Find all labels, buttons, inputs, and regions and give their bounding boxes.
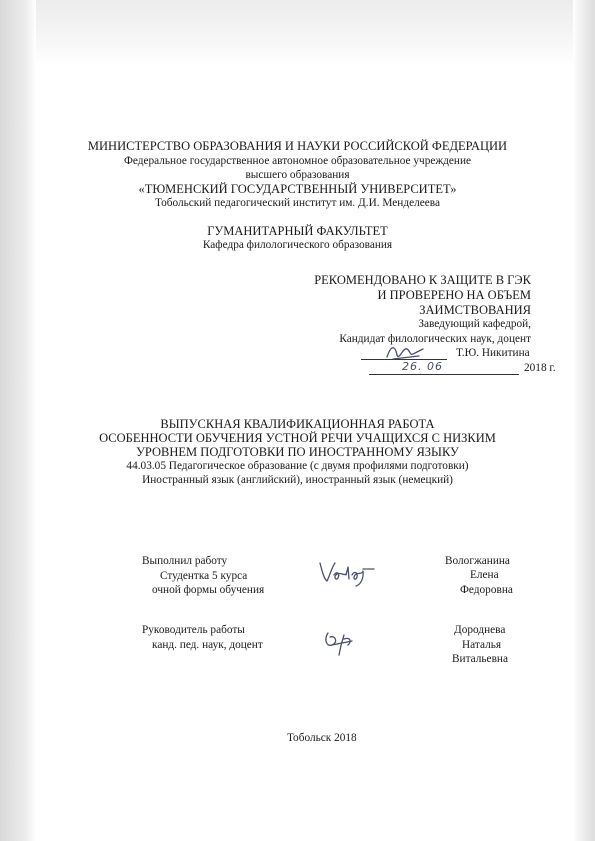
author-label-1: Выполнил работу [142, 555, 228, 567]
approver-position: Заведующий кафедрой, [418, 318, 531, 330]
supervisor-first-name: Наталья [462, 639, 502, 651]
supervisor-patronymic: Витальевна [452, 653, 508, 665]
approval-line-2: И ПРОВЕРЕНО НА ОБЪЕМ [377, 288, 531, 302]
scan-edge-top [36, 0, 595, 66]
supervisor-label-2: канд. пед. наук, доцент [152, 639, 263, 651]
approval-handwritten-date: 26. 06 [402, 360, 443, 373]
supervisor-label-1: Руководитель работы [142, 624, 245, 636]
approver-name: Т.Ю. Никитина [456, 347, 530, 359]
specialty-code: 44.03.05 Педагогическое образование (с двумя профилями подготовки) [126, 460, 469, 472]
supervisor-surname: Дороднева [454, 624, 506, 636]
author-patronymic: Федоровна [460, 584, 513, 596]
work-title-line-1: ОСОБЕННОСТИ ОБУЧЕНИЯ УСТНОЙ РЕЧИ УЧАЩИХСЯ С НИЗКИМ [99, 431, 496, 445]
work-title-line-2: УРОВНЕМ ПОДГОТОВКИ ПО ИНОСТРАННОМУ ЯЗЫКУ [136, 445, 459, 459]
profiles: Иностранный язык (английский), иностранный язык (немецкий) [142, 474, 453, 486]
author-first-name: Елена [470, 569, 499, 581]
author-surname: Вологжанина [445, 555, 510, 567]
department-name: Кафедра филологического образования [202, 239, 393, 251]
author-label-3: очной формы обучения [152, 584, 265, 596]
university-name: «ТЮМЕНСКИЙ ГОСУДАРСТВЕННЫЙ УНИВЕРСИТЕТ» [138, 182, 457, 196]
approval-line-3: ЗАИМСТВОВАНИЯ [419, 303, 531, 317]
faculty-name: ГУМАНИТАРНЫЙ ФАКУЛЬТЕТ [207, 224, 388, 238]
author-label-2: Студентка 5 курса [160, 570, 248, 582]
approval-year: 2018 г. [524, 362, 556, 374]
institution-type: Федеральное государственное автономное образовательное учреждение [123, 155, 472, 167]
work-type: ВЫПУСКНАЯ КВАЛИФИКАЦИОННАЯ РАБОТА [160, 417, 435, 431]
institution-level: высшего образования [245, 169, 350, 181]
ministry-name: МИНИСТЕРСТВО ОБРАЗОВАНИЯ И НАУКИ РОССИЙСКОЙ ФЕДЕРАЦИИ [87, 139, 508, 153]
institute-name: Тобольский педагогический институт им. Д.И. Менделеева [155, 197, 440, 209]
approver-degree: Кандидат филологических наук, доцент [339, 333, 531, 345]
city-year: Тобольск 2018 [287, 732, 357, 744]
supervisor-signature [322, 629, 360, 657]
approval-date-line [369, 374, 519, 375]
author-signature [318, 557, 376, 587]
approval-line-1: РЕКОМЕНДОВАНО К ЗАЩИТЕ В ГЭК [314, 273, 531, 287]
